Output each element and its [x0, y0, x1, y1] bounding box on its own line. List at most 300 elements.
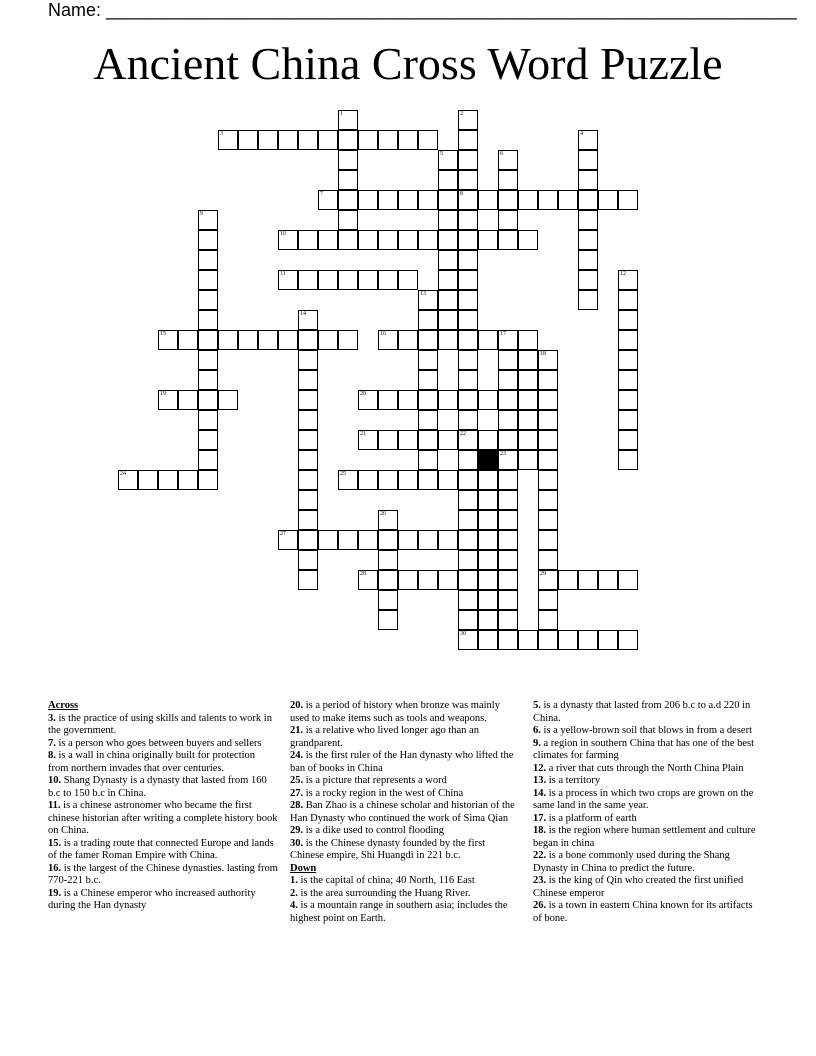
grid-cell[interactable] [618, 330, 638, 350]
grid-cell[interactable] [318, 270, 338, 290]
grid-cell[interactable] [598, 630, 618, 650]
clue-number: 21. [290, 725, 304, 736]
clue-number: 10. [48, 775, 62, 786]
grid-cell[interactable] [218, 330, 238, 350]
down-clue [290, 900, 520, 925]
grid-cell[interactable] [458, 490, 478, 510]
grid-cell[interactable] [418, 330, 438, 350]
grid-cell[interactable] [418, 290, 438, 310]
clue-column-3 [533, 700, 763, 925]
grid-cell[interactable] [498, 410, 518, 430]
grid-cell[interactable] [378, 390, 398, 410]
down-clue [533, 763, 763, 776]
grid-cell[interactable] [218, 390, 238, 410]
clue-number: 1 [340, 111, 343, 117]
name-field[interactable]: Name: _____________________________________________________________________ [48, 0, 797, 20]
grid-cell[interactable] [578, 630, 598, 650]
grid-cell[interactable] [438, 230, 458, 250]
across-clue [290, 775, 520, 788]
grid-cell[interactable] [458, 110, 478, 130]
grid-cell[interactable] [498, 170, 518, 190]
grid-cell[interactable] [538, 610, 558, 630]
grid-cell[interactable] [578, 210, 598, 230]
grid-cell[interactable] [458, 550, 478, 570]
grid-cell[interactable] [458, 510, 478, 530]
grid-cell[interactable] [118, 470, 138, 490]
grid-cell[interactable] [298, 230, 318, 250]
grid-cell[interactable] [618, 570, 638, 590]
grid-cell[interactable] [338, 270, 358, 290]
grid-cell[interactable] [458, 130, 478, 150]
clue-text: is a bone commonly used during the Shang Dynasty in China to predict the future. [533, 850, 730, 874]
grid-cell[interactable] [298, 350, 318, 370]
grid-cell[interactable] [598, 570, 618, 590]
grid-cell[interactable] [478, 390, 498, 410]
grid-cell[interactable] [418, 350, 438, 370]
grid-cell[interactable] [298, 570, 318, 590]
grid-cell[interactable] [158, 390, 178, 410]
grid-cell[interactable] [278, 230, 298, 250]
grid-cell[interactable] [438, 330, 458, 350]
down-clue [533, 775, 763, 788]
grid-cell[interactable] [378, 190, 398, 210]
grid-cell[interactable] [418, 190, 438, 210]
grid-cell[interactable] [158, 330, 178, 350]
grid-cell[interactable] [418, 410, 438, 430]
grid-cell[interactable] [498, 390, 518, 410]
grid-cell[interactable] [238, 130, 258, 150]
grid-cell[interactable] [438, 390, 458, 410]
grid-cell[interactable] [298, 530, 318, 550]
clue-number: 22. [533, 850, 547, 861]
grid-cell[interactable] [498, 330, 518, 350]
grid-cell[interactable] [318, 130, 338, 150]
grid-cell[interactable] [478, 590, 498, 610]
grid-cell[interactable] [338, 230, 358, 250]
grid-cell[interactable] [238, 330, 258, 350]
grid-cell[interactable] [398, 330, 418, 350]
grid-cell[interactable] [438, 190, 458, 210]
grid-cell[interactable] [338, 170, 358, 190]
grid-cell[interactable] [458, 290, 478, 310]
grid-cell[interactable] [498, 210, 518, 230]
grid-cell[interactable] [538, 630, 558, 650]
grid-cell[interactable] [458, 270, 478, 290]
across-clue [290, 788, 520, 801]
grid-cell[interactable] [218, 130, 238, 150]
grid-cell[interactable] [278, 130, 298, 150]
across-heading: Across [48, 700, 79, 711]
grid-cell[interactable] [358, 390, 378, 410]
grid-cell[interactable] [418, 430, 438, 450]
grid-cell[interactable] [298, 510, 318, 530]
grid-cell[interactable] [618, 410, 638, 430]
grid-cell[interactable] [538, 350, 558, 370]
grid-cell[interactable] [358, 570, 378, 590]
grid-cell[interactable] [518, 630, 538, 650]
grid-cell[interactable] [478, 470, 498, 490]
grid-cell[interactable] [338, 210, 358, 230]
grid-cell[interactable] [458, 230, 478, 250]
grid-cell[interactable] [538, 530, 558, 550]
grid-cell[interactable] [418, 130, 438, 150]
grid-cell[interactable] [518, 230, 538, 250]
grid-cell[interactable] [298, 310, 318, 330]
grid-cell[interactable] [298, 550, 318, 570]
grid-cell[interactable] [538, 490, 558, 510]
grid-cell[interactable] [198, 330, 218, 350]
grid-cell[interactable] [178, 390, 198, 410]
grid-cell[interactable] [458, 590, 478, 610]
grid-cell[interactable] [418, 450, 438, 470]
grid-cell[interactable] [298, 490, 318, 510]
grid-cell[interactable] [498, 590, 518, 610]
grid-cell[interactable] [618, 390, 638, 410]
grid-cell[interactable] [378, 470, 398, 490]
grid-cell[interactable] [258, 130, 278, 150]
clue-number: 26 [380, 511, 386, 517]
clue-number: 6. [533, 725, 541, 736]
grid-cell[interactable] [538, 430, 558, 450]
clue-number: 4. [290, 900, 298, 911]
clue-number: 22 [460, 431, 466, 437]
grid-cell[interactable] [458, 170, 478, 190]
grid-cell[interactable] [418, 310, 438, 330]
clue-number: 14 [300, 311, 306, 317]
grid-cell[interactable] [538, 510, 558, 530]
grid-cell[interactable] [518, 430, 538, 450]
grid-cell[interactable] [538, 410, 558, 430]
grid-cell[interactable] [618, 450, 638, 470]
grid-cell[interactable] [518, 410, 538, 430]
clue-text: is a process in which two crops are grown on the same land in the same year. [533, 787, 754, 811]
grid-cell[interactable] [158, 470, 178, 490]
grid-cell[interactable] [298, 410, 318, 430]
grid-cell[interactable] [198, 350, 218, 370]
grid-cell[interactable] [398, 570, 418, 590]
clue-number: 3. [48, 712, 56, 724]
grid-cell[interactable] [338, 130, 358, 150]
grid-cell[interactable] [498, 490, 518, 510]
grid-cell[interactable] [338, 530, 358, 550]
grid-cell[interactable] [498, 610, 518, 630]
grid-cell[interactable] [538, 450, 558, 470]
clue-text: is a town in eastern China known for its artifacts of bone. [533, 900, 753, 924]
clue-text: is a chinese astronomer who became the first chinese historian after writing a complete history book on China. [48, 800, 278, 836]
grid-cell[interactable] [198, 450, 218, 470]
grid-cell[interactable] [358, 470, 378, 490]
clue-number: 30 [460, 631, 466, 637]
grid-cell[interactable] [198, 310, 218, 330]
grid-cell[interactable] [378, 550, 398, 570]
grid-cell[interactable] [198, 210, 218, 230]
grid-cell[interactable] [458, 330, 478, 350]
grid-cell[interactable] [458, 470, 478, 490]
grid-cell[interactable] [318, 530, 338, 550]
grid-cell[interactable] [378, 510, 398, 530]
grid-cell[interactable] [378, 590, 398, 610]
clue-text: is a person who goes between buyers and sellers [55, 737, 262, 749]
grid-cell[interactable] [298, 390, 318, 410]
grid-cell[interactable] [338, 190, 358, 210]
grid-cell[interactable] [278, 330, 298, 350]
grid-cell[interactable] [538, 470, 558, 490]
grid-cell[interactable] [418, 530, 438, 550]
clue-text: is a period of history when bronze was mainly used to make items such as tools and weapons. [290, 700, 500, 724]
grid-cell[interactable] [618, 310, 638, 330]
grid-cell[interactable] [358, 130, 378, 150]
grid-cell[interactable] [438, 570, 458, 590]
grid-cell[interactable] [378, 270, 398, 290]
grid-cell[interactable] [418, 570, 438, 590]
clue-number: 30. [290, 837, 304, 849]
grid-cell[interactable] [298, 270, 318, 290]
grid-cell[interactable] [198, 410, 218, 430]
grid-cell[interactable] [498, 350, 518, 370]
grid-cell[interactable] [618, 270, 638, 290]
grid-cell[interactable] [478, 570, 498, 590]
grid-cell[interactable] [498, 450, 518, 470]
grid-cell[interactable] [378, 570, 398, 590]
grid-cell[interactable] [438, 290, 458, 310]
grid-cell[interactable] [438, 430, 458, 450]
grid-cell[interactable] [538, 370, 558, 390]
grid-cell[interactable] [438, 270, 458, 290]
grid-cell[interactable] [178, 470, 198, 490]
grid-cell[interactable] [398, 530, 418, 550]
grid-cell[interactable] [458, 390, 478, 410]
grid-cell[interactable] [518, 370, 538, 390]
grid-cell[interactable] [378, 610, 398, 630]
clue-number: 17 [500, 331, 506, 337]
grid-cell[interactable] [338, 330, 358, 350]
grid-cell[interactable] [418, 370, 438, 390]
grid-cell[interactable] [618, 370, 638, 390]
clue-number: 10 [280, 231, 286, 237]
grid-cell[interactable] [438, 310, 458, 330]
grid-cell[interactable] [498, 370, 518, 390]
clue-number: 1. [290, 875, 298, 886]
grid-cell[interactable] [338, 150, 358, 170]
page-title: Ancient China Cross Word Puzzle [93, 38, 723, 89]
grid-cell[interactable] [418, 470, 438, 490]
grid-cell[interactable] [458, 150, 478, 170]
grid-cell[interactable] [138, 470, 158, 490]
clue-number: 15. [48, 837, 62, 849]
grid-cell[interactable] [538, 550, 558, 570]
grid-cell[interactable] [198, 250, 218, 270]
grid-cell[interactable] [378, 430, 398, 450]
clue-number: 29. [290, 825, 304, 836]
clue-text: is a platform of earth [546, 812, 637, 824]
grid-cell[interactable] [498, 230, 518, 250]
grid-cell[interactable] [538, 590, 558, 610]
grid-cell[interactable] [538, 190, 558, 210]
grid-cell[interactable] [498, 630, 518, 650]
grid-cell[interactable] [578, 190, 598, 210]
grid-cell[interactable] [198, 230, 218, 250]
clue-number: 28. [290, 800, 304, 811]
grid-cell[interactable] [478, 630, 498, 650]
grid-cell[interactable] [518, 330, 538, 350]
grid-cell[interactable] [318, 230, 338, 250]
clue-number: 12 [620, 271, 626, 277]
grid-cell[interactable] [398, 470, 418, 490]
grid-cell[interactable] [618, 630, 638, 650]
grid-cell[interactable] [458, 610, 478, 630]
grid-cell[interactable] [558, 570, 578, 590]
grid-cell[interactable] [618, 190, 638, 210]
grid-cell[interactable] [438, 530, 458, 550]
grid-cell[interactable] [458, 570, 478, 590]
grid-cell[interactable] [198, 370, 218, 390]
grid-cell[interactable] [438, 250, 458, 270]
clue-number: 11. [48, 800, 61, 811]
grid-cell[interactable] [298, 450, 318, 470]
grid-cell[interactable] [598, 190, 618, 210]
grid-cell[interactable] [578, 230, 598, 250]
grid-cell[interactable] [478, 230, 498, 250]
grid-cell[interactable] [438, 170, 458, 190]
grid-cell[interactable] [398, 130, 418, 150]
clue-text: is the Chinese dynasty founded by the first Chinese empire, Shi Huangdi in 221 b.c. [290, 837, 486, 861]
across-clue [290, 825, 520, 838]
grid-cell[interactable] [418, 230, 438, 250]
grid-cell[interactable] [378, 230, 398, 250]
grid-cell[interactable] [538, 390, 558, 410]
grid-cell[interactable] [338, 110, 358, 130]
grid-cell[interactable] [498, 190, 518, 210]
grid-cell[interactable] [478, 490, 498, 510]
grid-cell[interactable] [478, 530, 498, 550]
grid-cell[interactable] [458, 310, 478, 330]
grid-cell[interactable] [438, 210, 458, 230]
grid-cell[interactable] [478, 610, 498, 630]
grid-cell[interactable] [498, 470, 518, 490]
clue-text: is the king of Qin who created the first unified Chinese emperor [533, 875, 744, 899]
grid-cell[interactable] [318, 190, 338, 210]
grid-cell[interactable] [258, 330, 278, 350]
grid-cell[interactable] [378, 530, 398, 550]
grid-cell[interactable] [458, 210, 478, 230]
grid-cell[interactable] [458, 370, 478, 390]
grid-cell[interactable] [458, 530, 478, 550]
grid-cell[interactable] [318, 330, 338, 350]
grid-cell[interactable] [518, 190, 538, 210]
grid-cell[interactable] [618, 350, 638, 370]
grid-cell[interactable] [278, 270, 298, 290]
grid-cell[interactable] [498, 530, 518, 550]
grid-cell[interactable] [298, 370, 318, 390]
grid-cell[interactable] [498, 430, 518, 450]
clue-number: 14. [533, 787, 547, 799]
grid-cell[interactable] [398, 430, 418, 450]
grid-cell[interactable] [398, 230, 418, 250]
grid-cell[interactable] [358, 270, 378, 290]
grid-cell[interactable] [458, 450, 478, 470]
grid-cell[interactable] [298, 470, 318, 490]
grid-cell[interactable] [458, 410, 478, 430]
grid-cell[interactable] [198, 270, 218, 290]
clue-number: 16 [380, 331, 386, 337]
grid-cell[interactable] [458, 430, 478, 450]
grid-cell[interactable] [298, 130, 318, 150]
grid-cell[interactable] [478, 330, 498, 350]
grid-cell[interactable] [578, 130, 598, 150]
grid-cell[interactable] [338, 470, 358, 490]
grid-cell[interactable] [298, 330, 318, 350]
clue-number: 2 [460, 111, 463, 117]
grid-cell[interactable] [418, 390, 438, 410]
grid-cell[interactable] [458, 190, 478, 210]
grid-cell[interactable] [578, 250, 598, 270]
grid-cell[interactable] [358, 430, 378, 450]
grid-cell[interactable] [578, 570, 598, 590]
grid-cell[interactable] [378, 330, 398, 350]
grid-cell[interactable] [458, 250, 478, 270]
grid-cell[interactable] [278, 530, 298, 550]
grid-cell[interactable] [498, 570, 518, 590]
grid-cell[interactable] [478, 550, 498, 570]
grid-cell[interactable] [358, 190, 378, 210]
grid-cell[interactable] [198, 470, 218, 490]
grid-cell[interactable] [618, 290, 638, 310]
grid-cell[interactable] [358, 530, 378, 550]
grid-cell[interactable] [398, 390, 418, 410]
grid-cell[interactable] [578, 290, 598, 310]
grid-cell[interactable] [518, 390, 538, 410]
grid-cell[interactable] [438, 150, 458, 170]
clue-text: is the region where human settlement and culture began in china [533, 825, 756, 849]
grid-cell[interactable] [498, 510, 518, 530]
grid-cell[interactable] [298, 430, 318, 450]
clue-number: 6 [500, 151, 503, 157]
grid-cell[interactable] [198, 430, 218, 450]
grid-cell[interactable] [558, 630, 578, 650]
grid-cell[interactable] [198, 290, 218, 310]
down-clue [533, 738, 763, 763]
grid-cell[interactable] [358, 230, 378, 250]
clue-number: 7 [320, 191, 323, 197]
grid-cell[interactable] [518, 450, 538, 470]
grid-cell[interactable] [498, 550, 518, 570]
grid-cell[interactable] [538, 570, 558, 590]
down-clue [533, 875, 763, 900]
grid-cell[interactable] [438, 470, 458, 490]
grid-cell[interactable] [178, 330, 198, 350]
grid-cell[interactable] [578, 150, 598, 170]
grid-cell[interactable] [458, 630, 478, 650]
grid-cell[interactable] [558, 190, 578, 210]
down-clue [533, 825, 763, 850]
grid-cell[interactable] [478, 510, 498, 530]
grid-cell[interactable] [378, 130, 398, 150]
clue-number: 20. [290, 700, 304, 711]
grid-cell[interactable] [498, 150, 518, 170]
grid-cell[interactable] [478, 190, 498, 210]
grid-cell[interactable] [578, 270, 598, 290]
grid-cell[interactable] [398, 190, 418, 210]
grid-cell[interactable] [518, 350, 538, 370]
clue-number: 28 [360, 571, 366, 577]
grid-cell[interactable] [578, 170, 598, 190]
clue-number: 26. [533, 900, 547, 911]
grid-cell[interactable] [478, 430, 498, 450]
grid-cell[interactable] [458, 350, 478, 370]
grid-cell[interactable] [398, 270, 418, 290]
grid-cell[interactable] [618, 430, 638, 450]
grid-cell[interactable] [198, 390, 218, 410]
